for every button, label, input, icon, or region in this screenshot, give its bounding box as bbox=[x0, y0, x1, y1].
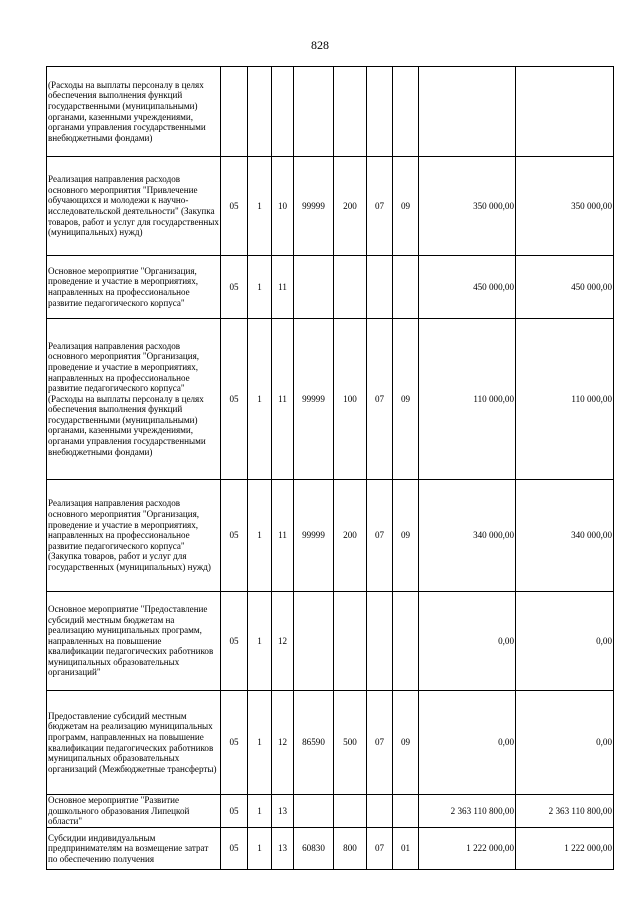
cell-program-code: 05 bbox=[221, 480, 248, 592]
cell-subsection-code bbox=[393, 67, 419, 157]
cell-program-code: 05 bbox=[221, 691, 248, 795]
cell-expense-type-code: 500 bbox=[334, 691, 367, 795]
cell-subprogram-code: 1 bbox=[248, 691, 272, 795]
table-row bbox=[47, 691, 614, 795]
cell-expense-type-code bbox=[334, 67, 367, 157]
cell-sum-1: 0,00 bbox=[419, 691, 516, 795]
cell-direction-code bbox=[294, 795, 334, 828]
cell-description: Реализация направления расходов основного мероприятия "Организация, проведение и участие в мероприятиях, направленных на профессиональное развитие педагогического корпуса" (Закупка товаров, работ и услуг для государственных (муниципальных) нужд) bbox=[47, 480, 221, 592]
cell-event-code: 12 bbox=[272, 691, 294, 795]
cell-sum-1: 450 000,00 bbox=[419, 256, 516, 319]
cell-subprogram-code: 1 bbox=[248, 319, 272, 480]
cell-expense-type-code: 800 bbox=[334, 828, 367, 870]
cell-direction-code: 99999 bbox=[294, 157, 334, 256]
table-row bbox=[47, 157, 614, 256]
cell-direction-code: 99999 bbox=[294, 480, 334, 592]
cell-section-code bbox=[367, 592, 393, 691]
cell-expense-type-code bbox=[334, 795, 367, 828]
cell-expense-type-code bbox=[334, 592, 367, 691]
cell-program-code: 05 bbox=[221, 256, 248, 319]
cell-expense-type-code bbox=[334, 256, 367, 319]
cell-section-code: 07 bbox=[367, 157, 393, 256]
cell-direction-code: 60830 bbox=[294, 828, 334, 870]
cell-program-code: 05 bbox=[221, 828, 248, 870]
cell-description: Реализация направления расходов основного мероприятия "Организация, проведение и участие в мероприятиях, направленных на профессиональное развитие педагогического корпуса" (Расходы на выплаты персоналу в целях обеспечения выполнения функций государственными (муниципальными) органами, казенными учреждениями, органами управления государственными внебюджетными фондами) bbox=[47, 319, 221, 480]
page-number: 828 bbox=[311, 38, 329, 52]
cell-sum-1: 0,00 bbox=[419, 592, 516, 691]
cell-program-code: 05 bbox=[221, 157, 248, 256]
table-row bbox=[47, 256, 614, 319]
table-body bbox=[47, 67, 614, 870]
cell-description: (Расходы на выплаты персоналу в целях обеспечения выполнения функций государственными (муниципальными) органами, казенными учреждениями, органами управления государственными внебюджетными фондами) bbox=[47, 67, 221, 157]
table-row bbox=[47, 828, 614, 870]
cell-subprogram-code bbox=[248, 67, 272, 157]
cell-program-code: 05 bbox=[221, 319, 248, 480]
cell-event-code: 11 bbox=[272, 480, 294, 592]
cell-event-code: 12 bbox=[272, 592, 294, 691]
cell-sum-1 bbox=[419, 67, 516, 157]
cell-direction-code bbox=[294, 256, 334, 319]
cell-event-code: 13 bbox=[272, 795, 294, 828]
table-row bbox=[47, 795, 614, 828]
cell-sum-2: 350 000,00 bbox=[516, 157, 614, 256]
cell-event-code: 13 bbox=[272, 828, 294, 870]
cell-section-code: 07 bbox=[367, 480, 393, 592]
cell-description: Субсидии индивидуальным предпринимателям на возмещение затрат по обеспечению получения bbox=[47, 828, 221, 870]
cell-expense-type-code: 200 bbox=[334, 157, 367, 256]
cell-event-code: 10 bbox=[272, 157, 294, 256]
cell-subsection-code: 09 bbox=[393, 157, 419, 256]
cell-sum-2: 2 363 110 800,00 bbox=[516, 795, 614, 828]
cell-subprogram-code: 1 bbox=[248, 157, 272, 256]
cell-event-code bbox=[272, 67, 294, 157]
cell-expense-type-code: 200 bbox=[334, 480, 367, 592]
cell-subprogram-code: 1 bbox=[248, 480, 272, 592]
cell-sum-2: 0,00 bbox=[516, 691, 614, 795]
cell-sum-1: 110 000,00 bbox=[419, 319, 516, 480]
cell-sum-2: 340 000,00 bbox=[516, 480, 614, 592]
cell-subprogram-code: 1 bbox=[248, 256, 272, 319]
cell-section-code: 07 bbox=[367, 319, 393, 480]
budget-table bbox=[46, 66, 614, 870]
cell-sum-2: 110 000,00 bbox=[516, 319, 614, 480]
table-row bbox=[47, 319, 614, 480]
cell-subsection-code: 09 bbox=[393, 319, 419, 480]
cell-program-code: 05 bbox=[221, 592, 248, 691]
cell-subsection-code: 09 bbox=[393, 691, 419, 795]
cell-sum-1: 1 222 000,00 bbox=[419, 828, 516, 870]
cell-section-code bbox=[367, 256, 393, 319]
cell-section-code: 07 bbox=[367, 691, 393, 795]
cell-subsection-code bbox=[393, 592, 419, 691]
cell-description: Реализация направления расходов основного мероприятия "Привлечение обучающихся и молодежи к научно-исследовательской деятельности" (Закупка товаров, работ и услуг для государственных (муниципальных) нужд) bbox=[47, 157, 221, 256]
cell-direction-code bbox=[294, 592, 334, 691]
cell-sum-2: 1 222 000,00 bbox=[516, 828, 614, 870]
cell-program-code: 05 bbox=[221, 795, 248, 828]
cell-subprogram-code: 1 bbox=[248, 795, 272, 828]
table-row bbox=[47, 592, 614, 691]
cell-description: Основное мероприятие "Предоставление субсидий местным бюджетам на реализацию муниципальных программ, направленных на повышение квалификации педагогических работников муниципальных образовательных организаций" bbox=[47, 592, 221, 691]
cell-subprogram-code: 1 bbox=[248, 828, 272, 870]
cell-direction-code bbox=[294, 67, 334, 157]
cell-event-code: 11 bbox=[272, 256, 294, 319]
cell-event-code: 11 bbox=[272, 319, 294, 480]
cell-description: Основное мероприятие "Организация, проведение и участие в мероприятиях, направленных на профессиональное развитие педагогического корпуса" bbox=[47, 256, 221, 319]
cell-subprogram-code: 1 bbox=[248, 592, 272, 691]
cell-sum-1: 350 000,00 bbox=[419, 157, 516, 256]
cell-section-code bbox=[367, 67, 393, 157]
cell-subsection-code bbox=[393, 795, 419, 828]
cell-sum-1: 2 363 110 800,00 bbox=[419, 795, 516, 828]
cell-direction-code: 99999 bbox=[294, 319, 334, 480]
cell-subsection-code: 01 bbox=[393, 828, 419, 870]
cell-description: Предоставление субсидий местным бюджетам на реализацию муниципальных программ, направленных на повышение квалификации педагогических работников муниципальных образовательных организаций (Межбюджетные трансферты) bbox=[47, 691, 221, 795]
cell-sum-2: 0,00 bbox=[516, 592, 614, 691]
cell-expense-type-code: 100 bbox=[334, 319, 367, 480]
cell-sum-2 bbox=[516, 67, 614, 157]
cell-subsection-code: 09 bbox=[393, 480, 419, 592]
cell-sum-2: 450 000,00 bbox=[516, 256, 614, 319]
cell-section-code bbox=[367, 795, 393, 828]
cell-subsection-code bbox=[393, 256, 419, 319]
table-row bbox=[47, 67, 614, 157]
cell-section-code: 07 bbox=[367, 828, 393, 870]
table-row bbox=[47, 480, 614, 592]
cell-direction-code: 86590 bbox=[294, 691, 334, 795]
cell-program-code bbox=[221, 67, 248, 157]
cell-sum-1: 340 000,00 bbox=[419, 480, 516, 592]
cell-description: Основное мероприятие "Развитие дошкольного образования Липецкой области" bbox=[47, 795, 221, 828]
